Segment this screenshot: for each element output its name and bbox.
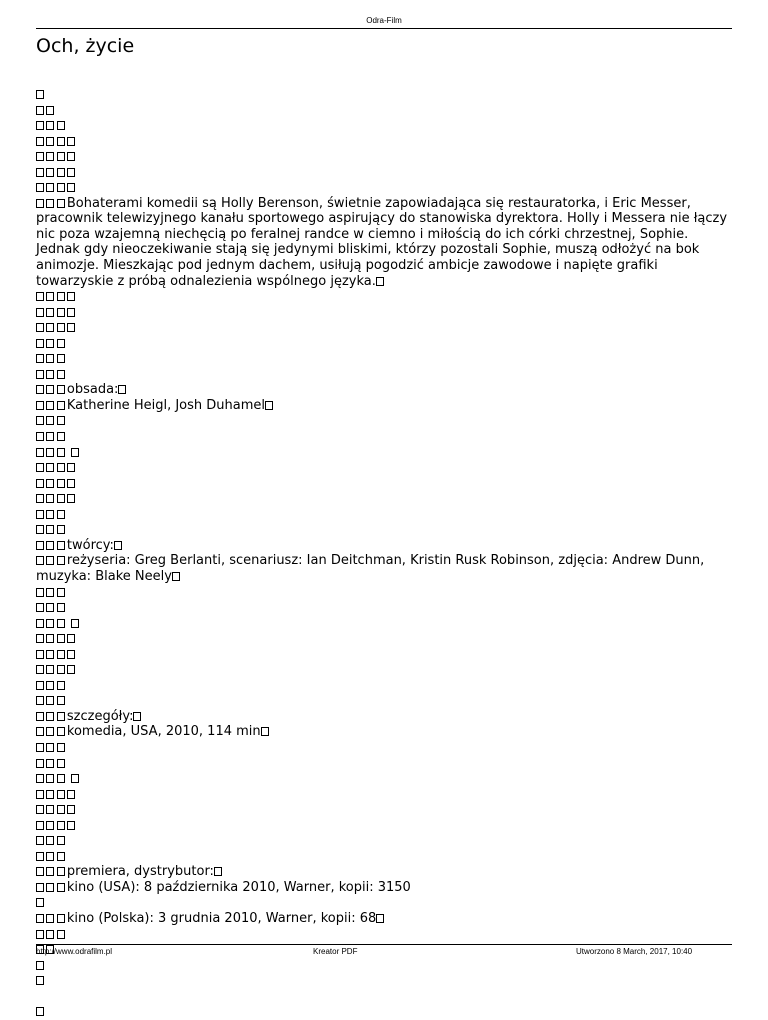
- placeholder-glyph-line: [36, 320, 736, 336]
- missing-glyph-box: [36, 339, 44, 348]
- missing-glyph-box: [376, 277, 384, 286]
- missing-glyph-box: [46, 541, 54, 550]
- missing-glyph-box: [67, 790, 75, 799]
- missing-glyph-box: [36, 541, 44, 550]
- missing-glyph-box: [57, 650, 65, 659]
- missing-glyph-box: [67, 634, 75, 643]
- missing-glyph-box: [57, 432, 65, 441]
- missing-glyph-box: [46, 743, 54, 752]
- missing-glyph-box: [214, 867, 222, 876]
- placeholder-glyph-line: [36, 787, 736, 803]
- missing-glyph-box: [46, 681, 54, 690]
- missing-glyph-box: [46, 494, 54, 503]
- missing-glyph-box: [46, 759, 54, 768]
- crew-value: reżyseria: Greg Berlanti, scenariusz: Ian Deitchman, Kristin Rusk Robinson, zdjęcia: Andrew Dunn, muzyka: Blake Neely: [36, 553, 705, 584]
- placeholder-glyph-line: [36, 491, 736, 507]
- missing-glyph-box: [57, 712, 65, 721]
- placeholder-glyph-line: [36, 134, 736, 150]
- header-divider: [36, 28, 732, 29]
- missing-glyph-box: [57, 930, 65, 939]
- missing-glyph-box: [46, 914, 54, 923]
- cast-value-line: [36, 398, 736, 414]
- missing-glyph-box: [46, 525, 54, 534]
- placeholder-glyph-line: [36, 149, 736, 165]
- placeholder-glyph-line: [36, 351, 736, 367]
- placeholder-glyph-line: [36, 522, 736, 538]
- missing-glyph-box: [57, 525, 65, 534]
- missing-glyph-box: [57, 696, 65, 705]
- missing-glyph-box: [46, 432, 54, 441]
- blank-line: [36, 989, 736, 1005]
- details-label: szczegóły:: [66, 708, 134, 724]
- missing-glyph-box: [46, 370, 54, 379]
- placeholder-glyph-line: [36, 958, 736, 974]
- missing-glyph-box: [71, 448, 79, 457]
- missing-glyph-box: [36, 199, 44, 208]
- missing-glyph-box: [67, 323, 75, 332]
- missing-glyph-box: [46, 479, 54, 488]
- missing-glyph-box: [46, 152, 54, 161]
- placeholder-glyph-line: [36, 756, 736, 772]
- missing-glyph-box: [36, 416, 44, 425]
- missing-glyph-box: [46, 199, 54, 208]
- missing-glyph-box: [57, 541, 65, 550]
- placeholder-glyph-line: [36, 476, 736, 492]
- missing-glyph-box: [57, 867, 65, 876]
- missing-glyph-box: [57, 914, 65, 923]
- details-value-line: [36, 724, 736, 740]
- missing-glyph-box: [36, 479, 44, 488]
- missing-glyph-box: [36, 432, 44, 441]
- missing-glyph-box: [36, 292, 44, 301]
- missing-glyph-box: [46, 696, 54, 705]
- missing-glyph-box: [57, 852, 65, 861]
- missing-glyph-box: [46, 510, 54, 519]
- missing-glyph-box: [172, 572, 180, 581]
- missing-glyph-box: [36, 183, 44, 192]
- details-value: komedia, USA, 2010, 114 min: [66, 724, 261, 740]
- placeholder-glyph-line: [36, 740, 736, 756]
- missing-glyph-box: [57, 416, 65, 425]
- release-label-line: [36, 864, 736, 880]
- missing-glyph-box: [67, 665, 75, 674]
- missing-glyph-box: [36, 883, 44, 892]
- missing-glyph-box: [57, 199, 65, 208]
- missing-glyph-box: [57, 401, 65, 410]
- missing-glyph-box: [46, 448, 54, 457]
- missing-glyph-box: [36, 898, 44, 907]
- missing-glyph-box: [57, 308, 65, 317]
- missing-glyph-box: [36, 727, 44, 736]
- placeholder-glyph-line: [36, 103, 736, 119]
- missing-glyph-box: [67, 308, 75, 317]
- missing-glyph-box: [36, 510, 44, 519]
- missing-glyph-box: [36, 152, 44, 161]
- crew-value-paragraph: [36, 553, 736, 584]
- document-body: [36, 87, 736, 1020]
- missing-glyph-box: [46, 930, 54, 939]
- missing-glyph-box: [57, 323, 65, 332]
- placeholder-glyph-line: [36, 1004, 736, 1020]
- missing-glyph-box: [46, 463, 54, 472]
- placeholder-glyph-line: [36, 678, 736, 694]
- missing-glyph-box: [46, 821, 54, 830]
- placeholder-glyph-line: [36, 616, 736, 632]
- description-paragraph: [36, 196, 736, 289]
- placeholder-glyph-line: [36, 289, 736, 305]
- missing-glyph-box: [57, 556, 65, 565]
- release-usa: kino (USA): 8 października 2010, Warner, kopii: 3150: [66, 879, 411, 895]
- missing-glyph-box: [36, 665, 44, 674]
- missing-glyph-box: [67, 183, 75, 192]
- placeholder-glyph-line: [36, 833, 736, 849]
- missing-glyph-box: [57, 479, 65, 488]
- missing-glyph-box: [46, 354, 54, 363]
- missing-glyph-box: [36, 308, 44, 317]
- missing-glyph-box: [67, 805, 75, 814]
- footer-created: Utworzono 8 March, 2017, 10:40: [576, 947, 693, 956]
- missing-glyph-box: [36, 323, 44, 332]
- missing-glyph-box: [46, 106, 54, 115]
- missing-glyph-box: [67, 463, 75, 472]
- missing-glyph-box: [46, 323, 54, 332]
- missing-glyph-box: [36, 836, 44, 845]
- missing-glyph-box: [36, 90, 44, 99]
- missing-glyph-box: [265, 401, 273, 410]
- placeholder-glyph-line: [36, 631, 736, 647]
- missing-glyph-box: [36, 401, 44, 410]
- missing-glyph-box: [36, 385, 44, 394]
- missing-glyph-box: [118, 385, 126, 394]
- missing-glyph-box: [46, 556, 54, 565]
- missing-glyph-box: [36, 914, 44, 923]
- missing-glyph-box: [36, 867, 44, 876]
- missing-glyph-box: [57, 634, 65, 643]
- missing-glyph-box: [36, 603, 44, 612]
- missing-glyph-box: [36, 712, 44, 721]
- missing-glyph-box: [36, 463, 44, 472]
- missing-glyph-box: [46, 339, 54, 348]
- missing-glyph-box: [46, 619, 54, 628]
- missing-glyph-box: [57, 448, 65, 457]
- missing-glyph-box: [67, 821, 75, 830]
- missing-glyph-box: [57, 463, 65, 472]
- missing-glyph-box: [36, 976, 44, 985]
- missing-glyph-box: [46, 650, 54, 659]
- missing-glyph-box: [36, 619, 44, 628]
- missing-glyph-box: [57, 681, 65, 690]
- missing-glyph-box: [57, 168, 65, 177]
- missing-glyph-box: [46, 401, 54, 410]
- missing-glyph-box: [71, 774, 79, 783]
- missing-glyph-box: [46, 168, 54, 177]
- missing-glyph-box: [57, 137, 65, 146]
- missing-glyph-box: [67, 292, 75, 301]
- missing-glyph-box: [46, 385, 54, 394]
- missing-glyph-box: [46, 183, 54, 192]
- site-name-header: Odra-Film: [366, 16, 402, 25]
- missing-glyph-box: [57, 790, 65, 799]
- missing-glyph-box: [46, 774, 54, 783]
- placeholder-glyph-line: [36, 927, 736, 943]
- placeholder-glyph-line: [36, 180, 736, 196]
- placeholder-glyph-line: [36, 647, 736, 663]
- placeholder-glyph-line: [36, 849, 736, 865]
- footer-url: http://www.odrafilm.pl: [36, 947, 113, 956]
- missing-glyph-box: [36, 743, 44, 752]
- missing-glyph-box: [36, 681, 44, 690]
- cast-label: obsada:: [66, 382, 119, 398]
- missing-glyph-box: [36, 121, 44, 130]
- missing-glyph-box: [67, 650, 75, 659]
- missing-glyph-box: [36, 525, 44, 534]
- placeholder-glyph-line: [36, 771, 736, 787]
- placeholder-glyph-line: [36, 895, 736, 911]
- missing-glyph-box: [57, 743, 65, 752]
- release-usa-line: [36, 880, 736, 896]
- missing-glyph-box: [46, 292, 54, 301]
- missing-glyph-box: [36, 821, 44, 830]
- placeholder-glyph-line: [36, 802, 736, 818]
- missing-glyph-box: [57, 385, 65, 394]
- film-description: Bohaterami komedii są Holly Berenson, świetnie zapowiadająca się restauratorka, i Eric Messer, pracownik telewizyjnego kanału sportowego aspirujący do stanowiska dyrektora. Holly i Messera nie łączy nic poza wzajemną niechęcią po feralnej randce w ciemno i miłością do ich córki chrzestnej, Sophie. Jednak gdy nieoczekiwanie stają się jedynymi bliskimi, którzy pozostali Sophie, muszą odłożyć na bok animozje. Mieszkając pod jednym dachem, usiłują pogodzić ambicje zawodowe i napięte grafiki towarzyskie z próbą odnalezienia wspólnego języka.: [36, 195, 728, 289]
- placeholder-glyph-line: [36, 305, 736, 321]
- footer-divider: [36, 944, 732, 945]
- missing-glyph-box: [67, 494, 75, 503]
- missing-glyph-box: [57, 354, 65, 363]
- missing-glyph-box: [57, 805, 65, 814]
- missing-glyph-box: [133, 712, 141, 721]
- missing-glyph-box: [57, 774, 65, 783]
- crew-label: twórcy:: [66, 537, 114, 553]
- missing-glyph-box: [46, 121, 54, 130]
- missing-glyph-box: [67, 152, 75, 161]
- missing-glyph-box: [46, 883, 54, 892]
- placeholder-glyph-line: [36, 460, 736, 476]
- missing-glyph-box: [46, 790, 54, 799]
- missing-glyph-box: [57, 665, 65, 674]
- missing-glyph-box: [36, 448, 44, 457]
- missing-glyph-box: [57, 370, 65, 379]
- placeholder-glyph-line: [36, 165, 736, 181]
- missing-glyph-box: [67, 479, 75, 488]
- missing-glyph-box: [36, 106, 44, 115]
- missing-glyph-box: [57, 183, 65, 192]
- missing-glyph-box: [46, 852, 54, 861]
- footer-generator: Kreator PDF: [313, 947, 358, 956]
- missing-glyph-box: [57, 510, 65, 519]
- placeholder-glyph-line: [36, 585, 736, 601]
- missing-glyph-box: [57, 619, 65, 628]
- missing-glyph-box: [67, 137, 75, 146]
- placeholder-glyph-line: [36, 507, 736, 523]
- missing-glyph-box: [36, 588, 44, 597]
- missing-glyph-box: [46, 634, 54, 643]
- missing-glyph-box: [57, 339, 65, 348]
- missing-glyph-box: [36, 556, 44, 565]
- missing-glyph-box: [57, 588, 65, 597]
- missing-glyph-box: [46, 867, 54, 876]
- missing-glyph-box: [46, 416, 54, 425]
- placeholder-glyph-line: [36, 600, 736, 616]
- missing-glyph-box: [36, 650, 44, 659]
- missing-glyph-box: [36, 168, 44, 177]
- placeholder-glyph-line: [36, 818, 736, 834]
- missing-glyph-box: [57, 727, 65, 736]
- crew-label-line: [36, 538, 736, 554]
- missing-glyph-box: [57, 836, 65, 845]
- missing-glyph-box: [46, 137, 54, 146]
- page-title: Och, życie: [36, 35, 135, 57]
- missing-glyph-box: [36, 774, 44, 783]
- missing-glyph-box: [36, 494, 44, 503]
- missing-glyph-box: [46, 588, 54, 597]
- cast-value: Katherine Heigl, Josh Duhamel: [66, 397, 265, 413]
- details-label-line: [36, 709, 736, 725]
- release-poland: kino (Polska): 3 grudnia 2010, Warner, kopii: 68: [66, 910, 377, 926]
- missing-glyph-box: [57, 121, 65, 130]
- release-label: premiera, dystrybutor:: [66, 864, 214, 880]
- missing-glyph-box: [36, 759, 44, 768]
- missing-glyph-box: [46, 712, 54, 721]
- missing-glyph-box: [36, 370, 44, 379]
- cast-label-line: [36, 382, 736, 398]
- missing-glyph-box: [57, 603, 65, 612]
- missing-glyph-box: [36, 930, 44, 939]
- missing-glyph-box: [46, 836, 54, 845]
- missing-glyph-box: [57, 152, 65, 161]
- missing-glyph-box: [36, 805, 44, 814]
- release-poland-line: [36, 911, 736, 927]
- missing-glyph-box: [67, 168, 75, 177]
- placeholder-glyph-line: [36, 336, 736, 352]
- missing-glyph-box: [57, 292, 65, 301]
- missing-glyph-box: [71, 619, 79, 628]
- missing-glyph-box: [57, 883, 65, 892]
- missing-glyph-box: [36, 790, 44, 799]
- missing-glyph-box: [57, 821, 65, 830]
- missing-glyph-box: [36, 354, 44, 363]
- placeholder-glyph-line: [36, 662, 736, 678]
- missing-glyph-box: [46, 603, 54, 612]
- missing-glyph-box: [36, 137, 44, 146]
- missing-glyph-box: [46, 308, 54, 317]
- missing-glyph-box: [46, 805, 54, 814]
- placeholder-glyph-line: [36, 693, 736, 709]
- placeholder-glyph-line: [36, 973, 736, 989]
- missing-glyph-box: [36, 1007, 44, 1016]
- missing-glyph-box: [46, 727, 54, 736]
- placeholder-glyph-line: [36, 445, 736, 461]
- missing-glyph-box: [57, 759, 65, 768]
- missing-glyph-box: [57, 494, 65, 503]
- missing-glyph-box: [36, 852, 44, 861]
- placeholder-glyph-line: [36, 413, 736, 429]
- missing-glyph-box: [36, 696, 44, 705]
- missing-glyph-box: [376, 914, 384, 923]
- missing-glyph-box: [46, 665, 54, 674]
- placeholder-glyph-line: [36, 429, 736, 445]
- missing-glyph-box: [36, 961, 44, 970]
- placeholder-glyph-line: [36, 87, 736, 103]
- placeholder-glyph-line: [36, 367, 736, 383]
- missing-glyph-box: [261, 727, 269, 736]
- missing-glyph-box: [36, 634, 44, 643]
- placeholder-glyph-line: [36, 118, 736, 134]
- missing-glyph-box: [114, 541, 122, 550]
